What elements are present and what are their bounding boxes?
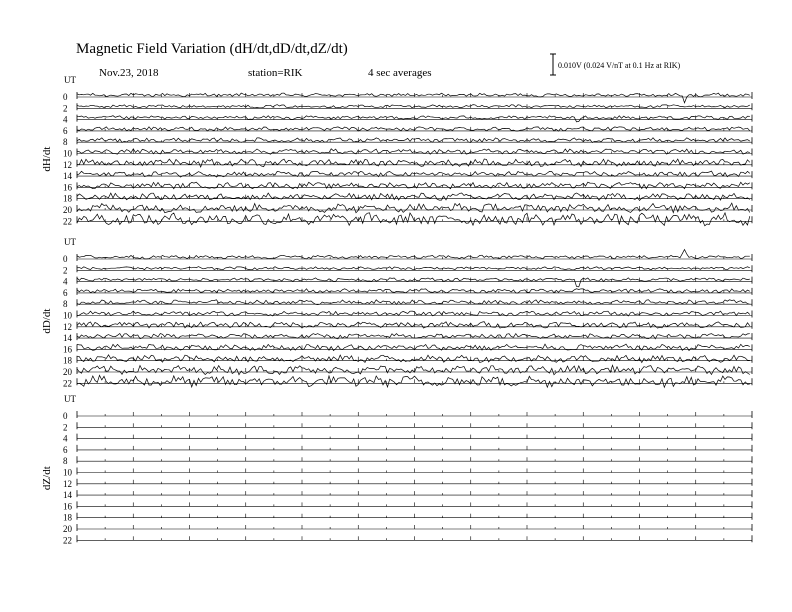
ut-label: UT xyxy=(64,237,76,247)
hour-tick-label: 14 xyxy=(63,171,72,182)
trace-line xyxy=(77,289,750,293)
trace-line xyxy=(77,193,750,201)
trace-line xyxy=(77,116,750,122)
row-22h xyxy=(63,213,752,227)
row-10h xyxy=(63,468,752,478)
hour-tick-label: 20 xyxy=(63,367,72,377)
hour-tick-label: 20 xyxy=(63,524,72,534)
trace-line xyxy=(77,250,750,259)
row-12h xyxy=(63,479,752,489)
panels xyxy=(41,75,752,545)
panel-label: dD/dt xyxy=(41,308,53,334)
hour-tick-label: 16 xyxy=(63,182,72,193)
row-12h xyxy=(63,159,752,170)
hour-tick-label: 10 xyxy=(63,467,72,478)
row-18h xyxy=(63,513,752,523)
trace-line xyxy=(77,127,750,131)
row-8h xyxy=(63,137,752,147)
trace-line xyxy=(77,105,750,108)
hour-tick-label: 10 xyxy=(63,148,72,159)
hour-tick-label: 20 xyxy=(63,205,72,215)
hour-tick-label: 16 xyxy=(63,501,72,512)
trace-line xyxy=(77,159,750,167)
hour-tick-label: 12 xyxy=(63,321,72,332)
trace-line xyxy=(77,203,750,213)
hour-tick-label: 14 xyxy=(63,490,72,501)
date-label: Nov.23, 2018 xyxy=(99,67,159,79)
hour-tick-label: 0 xyxy=(63,92,68,102)
hour-tick-label: 12 xyxy=(63,159,72,170)
scale-bar xyxy=(550,54,681,75)
hour-tick-label: 22 xyxy=(63,535,72,546)
trace-line xyxy=(77,322,750,328)
hour-tick-label: 2 xyxy=(63,422,68,433)
hour-tick-label: 4 xyxy=(63,276,68,287)
row-0h xyxy=(63,250,752,265)
row-18h xyxy=(63,193,752,204)
trace-line xyxy=(77,300,750,305)
hour-tick-label: 22 xyxy=(63,378,72,389)
hour-tick-label: 6 xyxy=(63,287,68,298)
hour-tick-label: 4 xyxy=(63,433,68,444)
hour-tick-label: 18 xyxy=(63,193,72,204)
row-16h xyxy=(63,501,752,511)
row-22h xyxy=(63,535,752,545)
row-10h xyxy=(63,149,752,159)
row-6h xyxy=(63,126,752,136)
ut-label: UT xyxy=(64,75,76,85)
row-14h xyxy=(63,490,752,500)
hour-tick-label: 0 xyxy=(63,411,68,421)
trace-line xyxy=(77,138,750,143)
hour-tick-label: 8 xyxy=(63,137,68,148)
trace-line xyxy=(77,365,750,374)
trace-line xyxy=(77,267,750,270)
trace-line xyxy=(77,311,750,316)
trace-line xyxy=(77,278,750,287)
row-6h xyxy=(63,288,752,298)
hour-tick-label: 18 xyxy=(63,512,72,523)
hour-tick-label: 0 xyxy=(63,254,68,264)
hour-tick-label: 16 xyxy=(63,344,72,355)
row-0h xyxy=(63,411,752,421)
trace-line xyxy=(77,375,750,387)
hour-tick-label: 4 xyxy=(63,114,68,125)
row-8h xyxy=(63,456,752,466)
hour-tick-label: 2 xyxy=(63,103,68,114)
row-4h xyxy=(63,434,752,444)
chart-title: Magnetic Field Variation (dH/dt,dD/dt,dZ/dt) xyxy=(76,41,348,57)
hour-tick-label: 8 xyxy=(63,456,68,467)
hour-tick-label: 2 xyxy=(63,265,68,276)
row-16h xyxy=(63,182,752,192)
row-2h xyxy=(63,103,752,113)
row-14h xyxy=(63,171,752,181)
row-16h xyxy=(63,344,752,354)
hour-tick-label: 10 xyxy=(63,310,72,321)
row-2h xyxy=(63,422,752,432)
ut-label: UT xyxy=(64,394,76,404)
row-12h xyxy=(63,322,752,332)
hour-tick-label: 18 xyxy=(63,355,72,366)
row-4h xyxy=(63,277,752,287)
row-22h xyxy=(63,375,752,388)
panel-label: dH/dt xyxy=(41,146,53,172)
row-2h xyxy=(63,265,752,275)
row-10h xyxy=(63,311,752,321)
row-20h xyxy=(63,524,752,534)
hour-tick-label: 22 xyxy=(63,216,72,227)
row-6h xyxy=(63,445,752,455)
row-0h xyxy=(63,92,752,103)
row-20h xyxy=(63,365,752,377)
row-8h xyxy=(63,299,752,309)
hour-tick-label: 6 xyxy=(63,125,68,136)
panel-dddt xyxy=(41,237,752,388)
scale-bar-label: 0.010V (0.024 V/nT at 0.1 Hz at RIK) xyxy=(558,61,681,70)
trace-line xyxy=(77,182,750,189)
station-label: station=RIK xyxy=(248,67,303,79)
row-20h xyxy=(63,203,752,215)
trace-line xyxy=(77,213,750,226)
panel-dhdt xyxy=(41,75,752,226)
row-4h xyxy=(63,115,752,125)
hour-tick-label: 14 xyxy=(63,333,72,344)
row-14h xyxy=(63,333,752,343)
panel-dzdt xyxy=(41,394,752,545)
trace-line xyxy=(77,355,750,363)
hour-tick-label: 12 xyxy=(63,478,72,489)
hour-tick-label: 8 xyxy=(63,299,68,310)
hour-tick-label: 6 xyxy=(63,444,68,455)
averaging-label: 4 sec averages xyxy=(368,67,432,79)
trace-line xyxy=(77,93,750,103)
row-18h xyxy=(63,355,752,366)
panel-label: dZ/dt xyxy=(41,466,53,491)
